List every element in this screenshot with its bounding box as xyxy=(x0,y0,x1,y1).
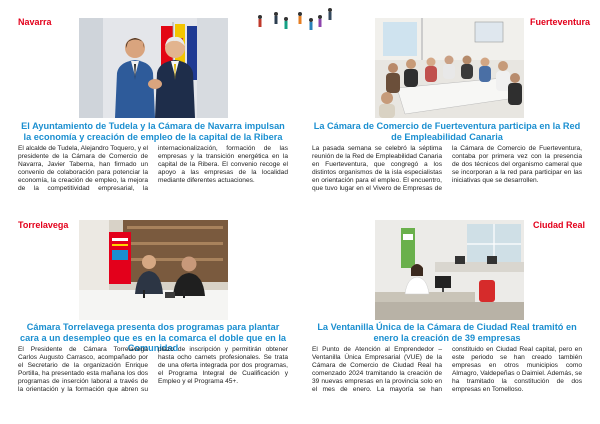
article-body-text: El Presidente de Cámara Torrelavega Carlos Augusto Carrasco, acompañado por el Secretario de la organización Enrique Portilla, ha presentado esta mañana los dos programas de inserción laboral a través de la orientación y la formación que abren su plazo de inscripción y permitirán obtener hasta ocho carnets profesionales. Se trata de una oferta integrada por dos programas, el Programa Integral de Cualificación y Empleo y el Programa 45+. xyxy=(18,346,288,394)
article-body-text: El Punto de Atención al Emprendedor – Ventanilla Única Empresarial (VUE) de la Cámara de Comercio de Ciudad Real ha comenzado 2024 tramitando la creación de 39 nuevas empresas en la provincia solo en el mes de enero. La mayoría se han constituido en Ciudad Real capital, pero en este periodo se han creado también empresas en otros municipios como Almagro, Valdepeñas o Daimiel. Además, se ha tramitado la constitución de dos empresas en Tomelloso. xyxy=(312,346,582,394)
article-body xyxy=(18,145,288,202)
region-label: Ciudad Real xyxy=(533,220,586,230)
article-headline: El Ayuntamiento de Tudela y la Cámara de Navarra impulsan la economía y creación de empleo de la capital de la Ribera xyxy=(21,121,285,142)
article-photo-meeting xyxy=(375,18,524,118)
article-photo-office xyxy=(375,220,524,320)
article-body-text: La pasada semana se celebró la séptima reunión de la Red de Empleabilidad Canaria en Fuerteventura, que congregó a los distintos organismos de la isla especialistas en orientación para el empleo. El encuentro, que tuvo lugar en el Vivero de Empresas de la Cámara de Comercio de Fuerteventura, contaba por primera vez con la presencia de dos técnicos del organismo cameral que se incorporan a la red para participar en las iniciativas que se desarrollen. xyxy=(312,145,582,193)
region-label: Fuerteventura xyxy=(530,17,591,27)
article-body xyxy=(18,346,288,403)
article-body-text: El alcalde de Tudela, Alejandro Toquero, y el presidente de la Cámara de Comercio de Navarra, Javier Taberna, han firmado un convenio de colaboración para potenciar la economía, la creación de empleo, la mejora de la competitividad empresarial, la internacionalización, formación de las empresas y la transición energética en la capital de la Ribera. El convenio recoge el apoyo a las empresas de la localidad mediante diferentes actuaciones. xyxy=(18,145,288,193)
article-photo-press-conference xyxy=(79,220,228,320)
article-headline: La Cámara de Comercio de Fuerteventura participa en la Red de Empleabilidad Canaria xyxy=(313,121,581,142)
region-label: Navarra xyxy=(18,17,52,27)
article-body xyxy=(312,145,582,202)
article-headline: La Ventanilla Única de la Cámara de Ciudad Real tramitó en enero la creación de 39 empresas xyxy=(317,322,577,343)
article-photo-handshake xyxy=(79,18,228,118)
article-headline: Cámara Torrelavega presenta dos programas para plantar cara a un desempleo que es en la comarca el doble que en la Comunidad xyxy=(19,322,287,353)
people-figures-illustration xyxy=(256,4,336,34)
region-label: Torrelavega xyxy=(18,220,69,230)
article-body xyxy=(312,346,582,403)
